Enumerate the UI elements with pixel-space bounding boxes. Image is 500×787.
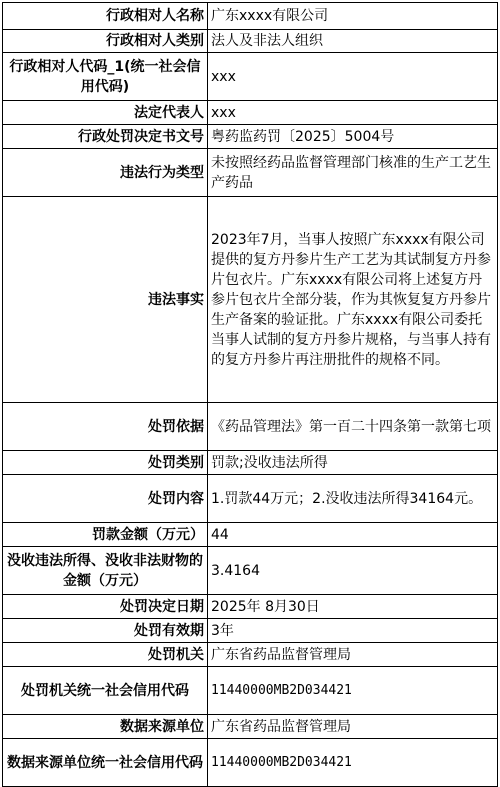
field-label: 没收违法所得、没收非法财物的金额（万元） [3,547,208,595]
field-value: 广东省药品监督管理局 [208,715,498,739]
field-label: 处罚有效期 [3,619,208,643]
field-label: 法定代表人 [3,101,208,125]
row-counterpart-category [3,30,498,53]
field-value: 11440000MB2D034421 [208,667,498,715]
field-value: 未按照经药品监督管理部门核准的生产工艺生产药品 [208,149,498,197]
field-label: 处罚内容 [3,475,208,523]
row-authority-credit-code [3,667,498,715]
field-value: 《药品管理法》第一百二十四条第一款第七项 [208,403,498,451]
field-value: 广东省药品监督管理局 [208,643,498,667]
row-penalty-category [3,451,498,475]
field-label: 违法行为类型 [3,149,208,197]
field-value: xxx [208,53,498,101]
row-counterpart-name [3,3,498,30]
row-legal-representative [3,101,498,125]
row-validity-period [3,619,498,643]
row-penalty-content [3,475,498,523]
row-decision-number [3,125,498,149]
row-violation-type [3,149,498,197]
field-value: xxx [208,101,498,125]
field-label: 违法事实 [3,197,208,403]
row-confiscation-amount [3,547,498,595]
row-decision-date [3,595,498,619]
field-label: 行政相对人类别 [3,30,208,53]
field-label: 罚款金额（万元） [3,523,208,547]
field-label: 处罚决定日期 [3,595,208,619]
field-label: 处罚机关统一社会信用代码 [3,667,208,715]
field-label: 处罚依据 [3,403,208,451]
row-penalty-basis [3,403,498,451]
field-label: 行政相对人代码_1(统一社会信用代码) [3,53,208,101]
row-fine-amount [3,523,498,547]
field-value: 2023年7月，当事人按照广东xxxx有限公司提供的复方丹参片生产工艺为其试制复方丹参片包衣片。广东xxxx有限公司将上述复方丹参片包衣片全部分装，作为其恢复复方丹参片生产备案的验证批。广东xxxx有限公司委托当事人试制的复方丹参片规格，与当事人持有的复方丹参片再注册批件的规格不同。 [208,197,498,403]
field-value: 3.4164 [208,547,498,595]
row-penalty-authority [3,643,498,667]
field-value: 罚款;没收违法所得 [208,451,498,475]
field-value: 11440000MB2D034421 [208,739,498,787]
field-value: 广东xxxx有限公司 [208,3,498,30]
field-label: 处罚类别 [3,451,208,475]
field-value: 1.罚款44万元；2.没收违法所得34164元。 [208,475,498,523]
field-value: 44 [208,523,498,547]
field-label: 数据来源单位 [3,715,208,739]
penalty-info-table [2,2,498,787]
field-label: 处罚机关 [3,643,208,667]
field-value: 3年 [208,619,498,643]
field-value: 粤药监药罚〔2025〕5004号 [208,125,498,149]
row-violation-facts [3,197,498,403]
row-credit-code [3,53,498,101]
row-source-credit-code [3,739,498,787]
field-value: 2025年 8月30日 [208,595,498,619]
field-value: 法人及非法人组织 [208,30,498,53]
field-label: 行政处罚决定书文号 [3,125,208,149]
row-data-source [3,715,498,739]
field-label: 行政相对人名称 [3,3,208,30]
field-label: 数据来源单位统一社会信用代码 [3,739,208,787]
